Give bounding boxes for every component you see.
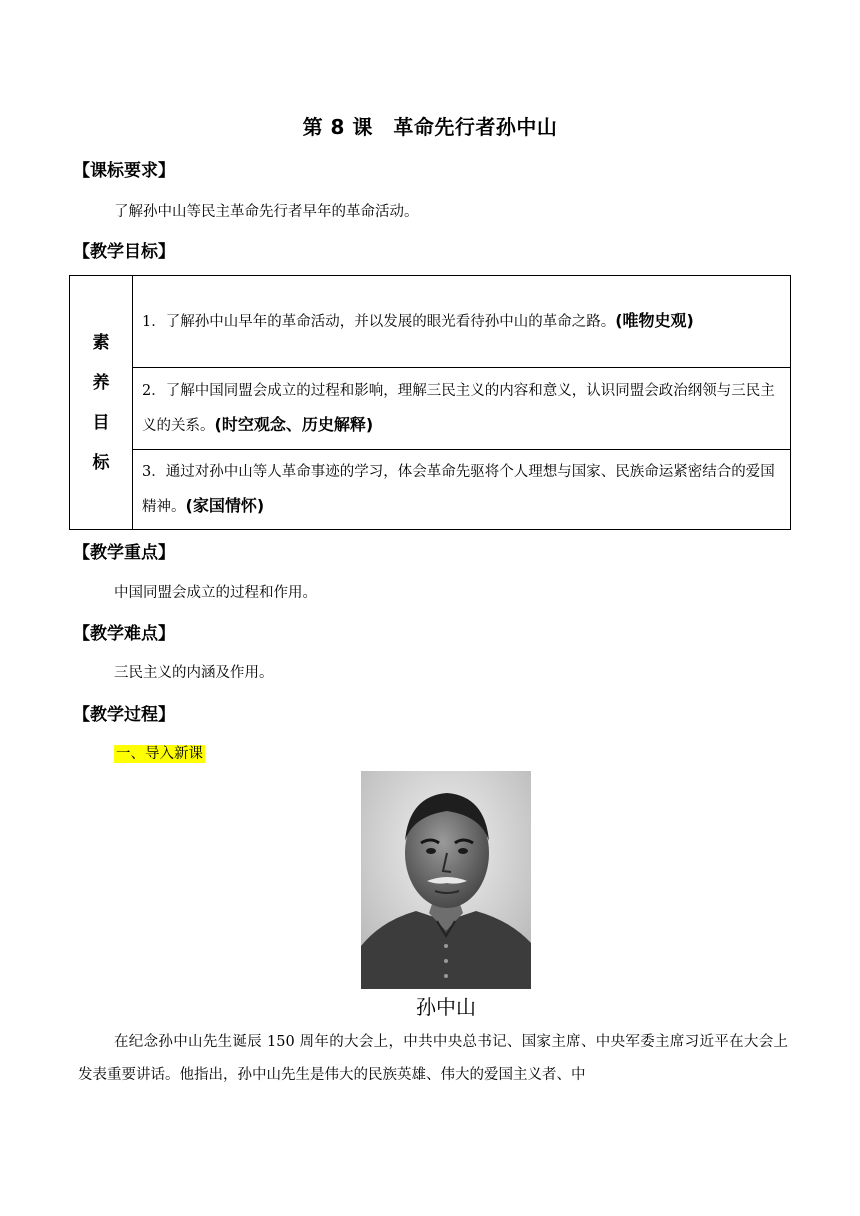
objectives-table [69,275,791,530]
step-line [114,743,205,765]
intro-paragraph: 在纪念孙中山先生诞辰 150 周年的大会上，中共中央总书记、国家主席、中央军委主席习近平在大会上发表重要讲话。他指出，孙中山先生是伟大的民族英雄、伟大的爱国主义者、中 [78,1034,788,1083]
portrait-photo [361,771,531,989]
section-heading-objectives: 【教学目标】 [73,242,175,262]
section-heading-key-points: 【教学重点】 [73,543,175,563]
side-label-char: 素 [92,332,110,353]
difficulties-text: 三民主义的内涵及作用。 [114,665,274,681]
side-label-char: 标 [92,452,110,473]
lesson-title: 第 8 课 革命先行者孙中山 [302,115,558,139]
photo-caption: 孙中山 [416,995,476,1019]
portrait-illustration [361,771,531,989]
section-heading-standards: 【课标要求】 [73,161,175,181]
step-intro-highlight: 一、导入新课 [116,746,203,762]
side-label-char: 养 [92,372,110,393]
objective-tag: (时空观念、历史解释) [214,415,374,434]
objective-text: 1．了解孙中山早年的革命活动，并以发展的眼光看待孙中山的革命之路。 [142,314,616,330]
key-points-text: 中国同盟会成立的过程和作用。 [114,585,317,601]
objectives-side-label [70,276,133,530]
section-heading-process: 【教学过程】 [73,705,175,725]
objective-item [133,368,791,450]
standards-text: 了解孙中山等民主革命先行者早年的革命活动。 [114,204,419,220]
objective-item [133,276,791,368]
objective-text: 2．了解中国同盟会成立的过程和影响，理解三民主义的内容和意义，认识同盟会政治纲领与三民主义的关系。 [142,383,775,434]
side-label-char: 目 [92,412,110,433]
objective-item [133,450,791,530]
objective-text: 3．通过对孙中山等人革命事迹的学习，体会革命先驱将个人理想与国家、民族命运紧密结合的爱国精神。 [142,464,775,515]
objective-tag: (家国情怀) [185,496,265,515]
section-heading-difficulties: 【教学难点】 [73,624,175,644]
objective-tag: (唯物史观) [615,311,694,330]
